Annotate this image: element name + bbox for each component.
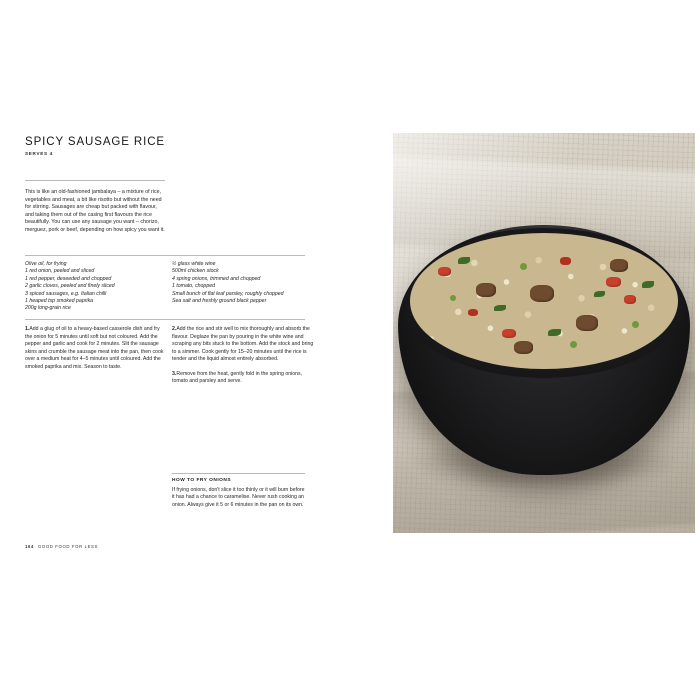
tomato-piece bbox=[606, 277, 621, 287]
ingredient-item: 3 spiced sausages, e.g. Italian chilli bbox=[25, 290, 107, 297]
ingredient-item: 1 heaped tsp smoked paprika bbox=[25, 298, 94, 305]
tip-body: If frying onions, don't slice it too thinly or it will burn before it has had a chance to caramelise. Never rush cooking an onion. Always give it 5 or 6 minutes in the pan on its own. bbox=[172, 487, 305, 508]
red-pepper-piece bbox=[560, 257, 571, 265]
step-number: 2. bbox=[172, 326, 177, 332]
spring-onion-piece bbox=[632, 321, 639, 328]
spring-onion-piece bbox=[450, 295, 456, 301]
divider-intro bbox=[25, 180, 165, 181]
step-text: Remove from the heat, gently fold in the spring onions, tomato and parsley and serve. bbox=[172, 370, 303, 384]
red-pepper-piece bbox=[468, 309, 478, 316]
parsley-piece bbox=[594, 291, 605, 297]
spring-onion-piece bbox=[520, 263, 527, 270]
method-step bbox=[172, 326, 317, 364]
spring-onion-piece bbox=[570, 341, 577, 348]
method-step bbox=[172, 371, 317, 386]
tomato-piece bbox=[502, 329, 516, 338]
dish-garnish-layer bbox=[410, 233, 678, 369]
divider-ingredients bbox=[25, 255, 305, 256]
serves-label: SERVES 4 bbox=[25, 151, 53, 156]
tip-title: HOW TO FRY ONIONS bbox=[172, 478, 232, 483]
ingredient-item: 1 red pepper, deseeded and chopped bbox=[25, 275, 112, 282]
ingredient-item: 1 red onion, peeled and sliced bbox=[25, 268, 95, 275]
sausage-piece bbox=[610, 259, 628, 272]
page-number: 164 bbox=[25, 544, 34, 549]
ingredients-column-right bbox=[172, 261, 317, 305]
ingredient-item: Olive oil, for frying bbox=[25, 261, 67, 267]
right-page bbox=[350, 133, 700, 567]
sausage-piece bbox=[514, 341, 533, 354]
parsley-piece bbox=[642, 281, 654, 288]
recipe-intro: This is like an old-fashioned jambalaya – a mixture of rice, vegetables and meat, a bit like risotto but without the need for stirring. Sausages are cheap but packed with flavour, and taking them out of the casing first flavours the rice beautifully. You can use any sausage you want – chorizo, merguez, pork or beef, depending on how spicy you want it. bbox=[25, 189, 165, 233]
ingredient-item: 2 garlic cloves, peeled and finely sliced bbox=[25, 283, 115, 290]
step-text: Add the rice and stir well to mix thoroughly and absorb the flavour. Deglaze the pan by pouring in the white wine and scraping any bits stuck to the bottom. Add the stock and bring to a simmer. Cook gently for 15–20 minutes until the rice is tender and the liquid almost entirely absorbed. bbox=[172, 326, 314, 362]
divider-method bbox=[25, 319, 305, 320]
parsley-piece bbox=[548, 329, 561, 336]
tomato-piece bbox=[438, 267, 451, 276]
ingredient-item: Small bunch of flat leaf parsley, roughly chopped bbox=[172, 290, 284, 297]
step-number: 3. bbox=[172, 370, 177, 377]
recipe-photo bbox=[393, 133, 695, 533]
ingredient-item: Sea salt and freshly ground black pepper bbox=[172, 298, 267, 305]
sausage-piece bbox=[530, 285, 554, 302]
divider-tip bbox=[172, 473, 305, 474]
step-number: 1. bbox=[25, 326, 30, 332]
recipe-title: SPICY SAUSAGE RICE bbox=[25, 136, 165, 148]
ingredients-column-left bbox=[25, 261, 165, 313]
tomato-piece bbox=[624, 295, 636, 304]
ingredient-item: 500ml chicken stock bbox=[172, 268, 219, 275]
ingredient-item: ½ glass white wine bbox=[172, 261, 216, 267]
method-column-left bbox=[25, 326, 165, 378]
method-step bbox=[25, 326, 165, 371]
step-text: Add a glug of oil to a heavy-based casserole dish and fry the onion for 5 minutes until soft but not coloured. Add the pepper and garlic and cook for 2 minutes. Slit the sausage skins and crumble the sausage meat into the pan, then cook over a medium heat for 4–5 minutes until coloured. Add the smoked paprika and mix. Season to taste. bbox=[25, 326, 164, 370]
parsley-piece bbox=[494, 305, 506, 311]
book-title: GOOD FOOD FOR LESS bbox=[37, 544, 98, 549]
ingredient-item: 1 tomato, chopped bbox=[172, 283, 215, 290]
book-spread bbox=[0, 133, 700, 567]
folio bbox=[25, 544, 98, 549]
left-page bbox=[0, 133, 350, 567]
ingredient-item: 200g long-grain rice bbox=[25, 305, 71, 312]
sausage-piece bbox=[576, 315, 598, 331]
method-column-right bbox=[172, 326, 317, 393]
parsley-piece bbox=[458, 257, 470, 264]
sausage-piece bbox=[476, 283, 496, 297]
ingredient-item: 4 spring onions, trimmed and chopped bbox=[172, 275, 261, 282]
